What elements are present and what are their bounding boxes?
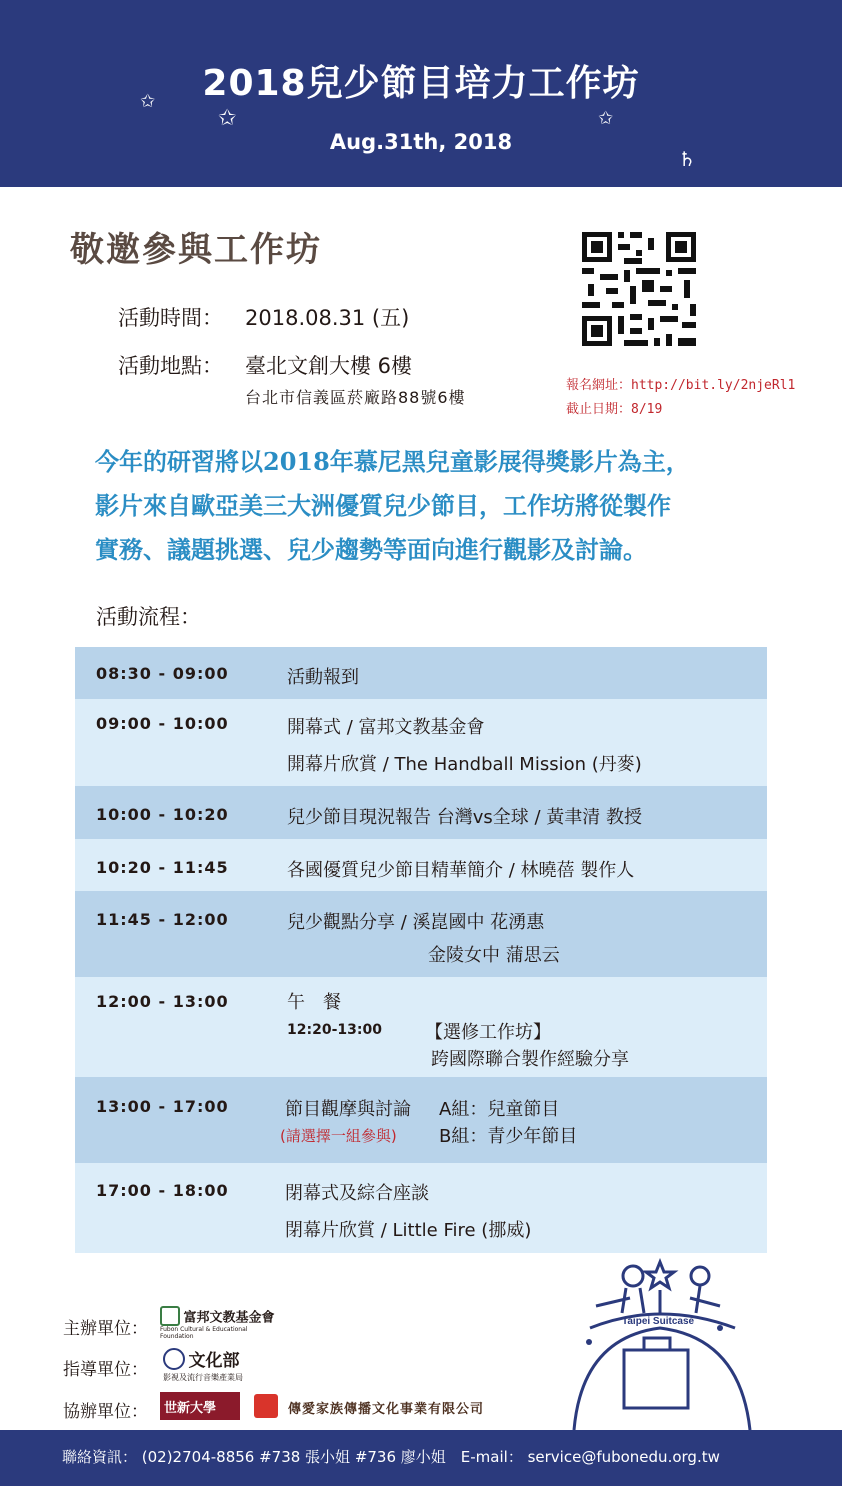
guide-logo [163,1346,285,1386]
mascot-label: Taipei Suitcase [622,1316,695,1327]
table-row [75,647,767,699]
fubon-logo-icon [160,1306,180,1326]
place-label: 活動地點： [118,354,223,378]
row-item: 兒少觀點分享 / 溪崑國中 花湧惠 [287,912,545,933]
contact-info: 聯絡資訊： (02)2704-8856 #738 張小姐 #736 廖小姐 E-mail： service@fubonedu.org.tw [62,1448,720,1466]
address: 台北市信義區菸廠路88號6樓 [245,388,466,407]
row-item: 活動報到 [287,667,359,688]
ministry-logo-icon [163,1348,185,1370]
row-time: 08:30 - 09:00 [96,664,229,683]
table-row [75,977,767,1077]
table-row [75,786,767,839]
table-row [75,699,767,786]
row-item: 午 餐 [287,992,341,1013]
star-icon: ✩ [140,91,156,112]
intro-line: 影片來自歐亞美三大洲優質兒少節目，工作坊將從製作 [95,491,671,520]
row-item: 兒少節目現況報告 台灣vs全球 / 黃聿清 教授 [287,807,642,828]
co-name1: 世新大學 [164,1401,217,1416]
schedule-label: 活動流程： [96,605,201,629]
time-value: 2018.08.31 (五) [245,306,410,330]
star-icon: ✩ [218,106,237,131]
qr-code[interactable] [568,218,710,360]
row-subtime: 12:20-13:00 [287,1022,382,1038]
row-item: A組：兒童節目 [439,1099,560,1120]
event-date: Aug.31th, 2018 [329,130,513,154]
host-name-en: Fubon Cultural & Educational Foundation [160,1326,248,1340]
row-time: 12:00 - 13:00 [96,992,229,1011]
table-row [75,839,767,891]
row-item: 閉幕式及綜合座談 [285,1183,429,1204]
row-item: 閉幕片欣賞 / Little Fire (挪威) [285,1220,532,1241]
star-icon: ✩ [598,108,614,129]
row-item: 開幕片欣賞 / The Handball Mission (丹麥) [287,754,642,775]
table-row [75,1163,767,1253]
row-time: 13:00 - 17:00 [96,1097,229,1116]
row-item: 開幕式 / 富邦文教基金會 [287,717,485,738]
shih-hsin-logo [160,1392,240,1420]
row-note: (請選擇一組參與) [280,1127,397,1145]
row-time: 10:20 - 11:45 [96,858,229,877]
time-label: 活動時間： [118,306,223,330]
guide-sub: 影視及流行音樂產業局 [163,1373,243,1382]
guide-label: 指導單位： [63,1360,148,1380]
love-family-logo-icon [254,1394,278,1418]
table-row [75,1077,767,1163]
host-name: 富邦文教基金會 [183,1310,275,1326]
row-item: B組：青少年節目 [439,1126,578,1147]
planet-icon: ♄ [678,147,696,171]
host-logo [160,1306,352,1340]
schedule-table [75,647,767,1253]
row-item: 節目觀摩與討論 [285,1099,411,1120]
guide-name: 文化部 [188,1351,240,1371]
place-value: 臺北文創大樓 6樓 [245,354,413,378]
registration-deadline: 截止日期：8/19 [566,402,663,417]
taipei-suitcase-mascot [560,1258,770,1430]
header-banner [0,0,842,187]
row-item: 跨國際聯合製作經驗分享 [431,1049,629,1070]
intro-line: 今年的研習將以2018年慕尼黑兒童影展得獎影片為主， [95,447,690,476]
intro-paragraph [95,440,795,572]
row-time: 17:00 - 18:00 [96,1181,229,1200]
intro-line: 實務、議題挑選、兒少趨勢等面向進行觀影及討論。 [95,535,647,564]
row-item: 各國優質兒少節目精華簡介 / 林曉蓓 製作人 [287,860,635,881]
footer-bar [0,1430,842,1486]
page-title: 2018兒少節目培力工作坊 [202,63,640,104]
row-time: 09:00 - 10:00 [96,714,229,733]
host-label: 主辦單位： [63,1319,148,1339]
row-item: 【選修工作坊】 [425,1022,551,1043]
co-name2: 傳愛家族傳播文化事業有限公司 [288,1402,485,1417]
co-label: 協辦單位： [63,1402,148,1422]
row-item: 金陵女中 蒲思云 [428,945,560,966]
row-time: 11:45 - 12:00 [96,910,229,929]
invite-heading: 敬邀參與工作坊 [70,230,322,270]
table-row [75,891,767,977]
registration-url[interactable]: 報名網址：http://bit.ly/2njeRl1 [566,378,796,393]
row-time: 10:00 - 10:20 [96,805,229,824]
